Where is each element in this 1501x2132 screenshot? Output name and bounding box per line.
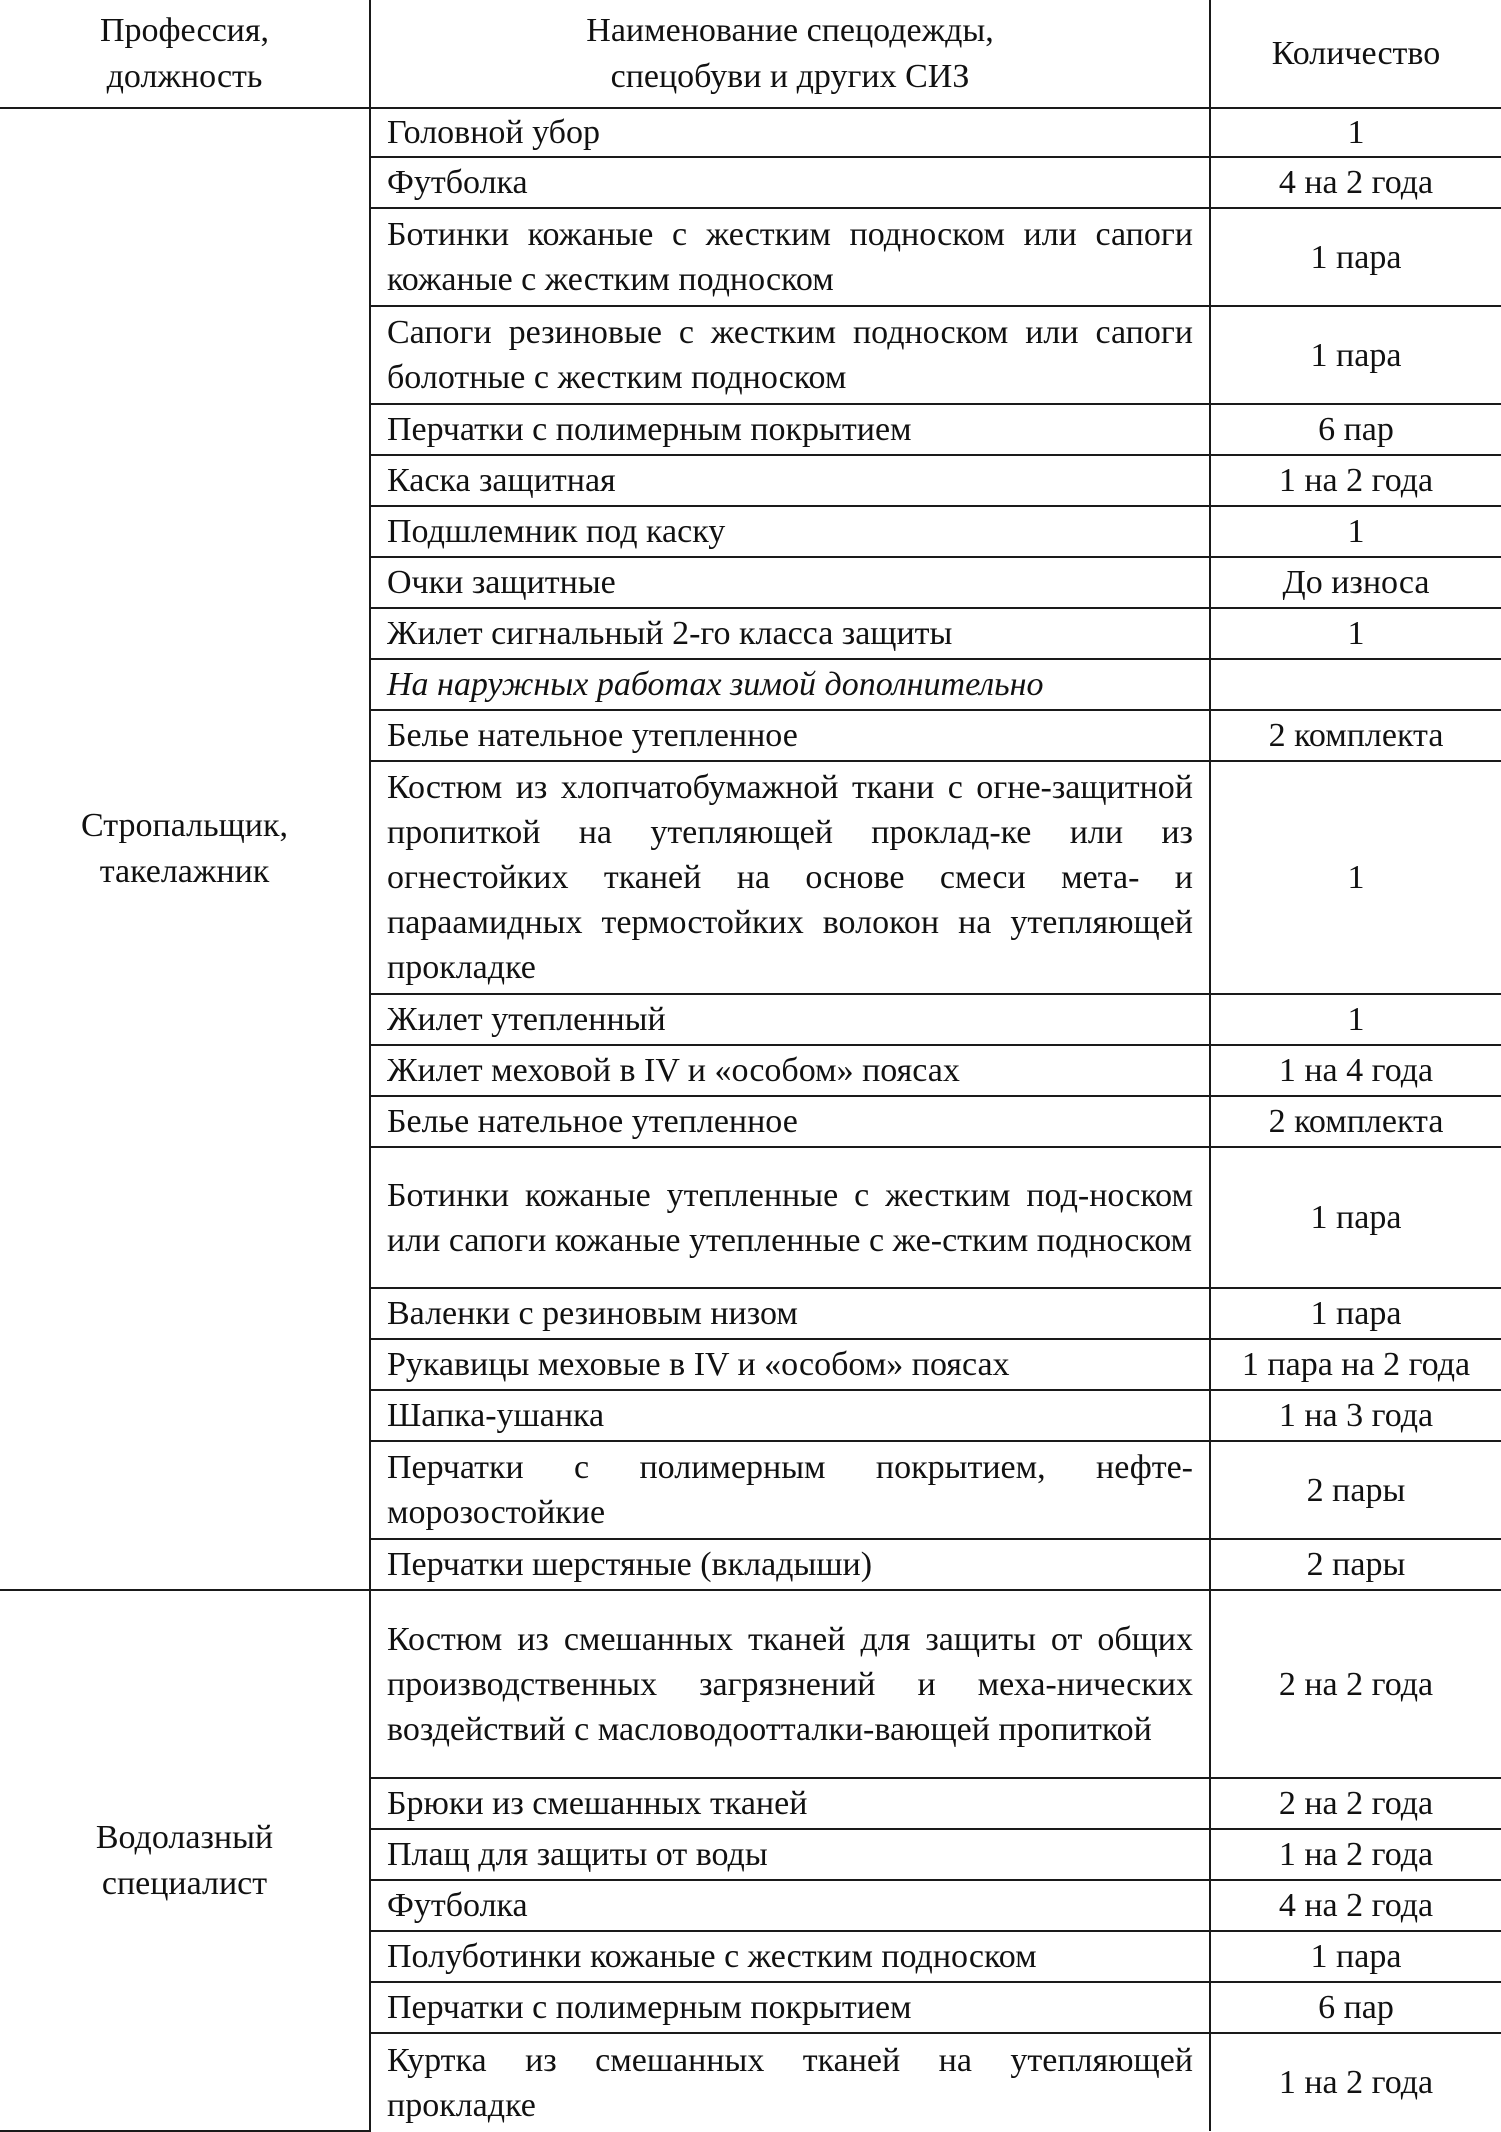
quantity-cell: 1 пара на 2 года — [1210, 1339, 1501, 1390]
quantity-cell: 1 пара — [1210, 1147, 1501, 1288]
quantity-cell — [1210, 659, 1501, 710]
quantity-cell: 1 — [1210, 506, 1501, 557]
quantity-cell: 1 пара — [1210, 1288, 1501, 1339]
item-cell: Ботинки кожаные с жестким подноском или сапоги кожаные с жестким подноском — [370, 208, 1210, 306]
quantity-cell: 1 на 2 года — [1210, 455, 1501, 506]
quantity-cell: 2 комплекта — [1210, 1096, 1501, 1147]
item-cell: Головной убор — [370, 108, 1210, 157]
item-cell: Белье нательное утепленное — [370, 1096, 1210, 1147]
table-row — [0, 1590, 1501, 1778]
item-cell: Рукавицы меховые в IV и «особом» поясах — [370, 1339, 1210, 1390]
profession-cell: Водолазный специалист — [0, 1590, 370, 2131]
quantity-cell: 1 на 2 года — [1210, 2033, 1501, 2131]
quantity-cell: 1 пара — [1210, 306, 1501, 404]
quantity-cell: 2 на 2 года — [1210, 1590, 1501, 1778]
item-cell: Перчатки с полимерным покрытием, нефте-морозостойкие — [370, 1441, 1210, 1539]
item-cell: Футболка — [370, 1880, 1210, 1931]
quantity-cell: 1 на 3 года — [1210, 1390, 1501, 1441]
item-cell: Ботинки кожаные утепленные с жестким под-носком или сапоги кожаные утепленные с же-стким подноском — [370, 1147, 1210, 1288]
quantity-cell: 2 комплекта — [1210, 710, 1501, 761]
item-cell: Каска защитная — [370, 455, 1210, 506]
quantity-cell: 1 — [1210, 108, 1501, 157]
item-cell: Белье нательное утепленное — [370, 710, 1210, 761]
quantity-cell: 2 на 2 года — [1210, 1778, 1501, 1829]
quantity-cell: 1 — [1210, 608, 1501, 659]
profession-cell: Стропальщик, такелажник — [0, 108, 370, 1590]
quantity-cell: 6 пар — [1210, 404, 1501, 455]
item-cell: Валенки с резиновым низом — [370, 1288, 1210, 1339]
header-item: Наименование спецодежды, спецобуви и других СИЗ — [370, 0, 1210, 108]
item-cell: Подшлемник под каску — [370, 506, 1210, 557]
item-cell: Плащ для защиты от воды — [370, 1829, 1210, 1880]
item-cell: Жилет меховой в IV и «особом» поясах — [370, 1045, 1210, 1096]
item-cell: Перчатки с полимерным покрытием — [370, 404, 1210, 455]
item-cell: Куртка из смешанных тканей на утепляющей прокладке — [370, 2033, 1210, 2131]
quantity-cell: 2 пары — [1210, 1539, 1501, 1590]
quantity-cell: 4 на 2 года — [1210, 1880, 1501, 1931]
item-cell: Костюм из хлопчатобумажной ткани с огне-защитной пропиткой на утепляющей проклад-ке или из огнестойких тканей на основе смеси мета- и параамидных термостойких волокон на утепляющей прокладке — [370, 761, 1210, 994]
quantity-cell: 1 — [1210, 761, 1501, 994]
quantity-cell: 1 пара — [1210, 1931, 1501, 1982]
quantity-cell: 1 пара — [1210, 208, 1501, 306]
item-cell: Футболка — [370, 157, 1210, 208]
header-quantity: Количество — [1210, 0, 1501, 108]
item-cell: Жилет утепленный — [370, 994, 1210, 1045]
item-cell: Брюки из смешанных тканей — [370, 1778, 1210, 1829]
table-header-row — [0, 0, 1501, 108]
quantity-cell: 1 — [1210, 994, 1501, 1045]
header-profession: Профессия, должность — [0, 0, 370, 108]
quantity-cell: 1 на 2 года — [1210, 1829, 1501, 1880]
item-cell: Сапоги резиновые с жестким подноском или сапоги болотные с жестким подноском — [370, 306, 1210, 404]
item-cell-subheading: На наружных работах зимой дополнительно — [370, 659, 1210, 710]
item-cell: Перчатки с полимерным покрытием — [370, 1982, 1210, 2033]
quantity-cell: 4 на 2 года — [1210, 157, 1501, 208]
quantity-cell: 2 пары — [1210, 1441, 1501, 1539]
item-cell: Костюм из смешанных тканей для защиты от общих производственных загрязнений и меха-нических воздействий с масловодоотталки-вающей пропиткой — [370, 1590, 1210, 1778]
item-cell: Шапка-ушанка — [370, 1390, 1210, 1441]
item-cell: Жилет сигнальный 2-го класса защиты — [370, 608, 1210, 659]
table-row — [0, 108, 1501, 157]
quantity-cell: До износа — [1210, 557, 1501, 608]
quantity-cell: 1 на 4 года — [1210, 1045, 1501, 1096]
item-cell: Полуботинки кожаные с жестким подноском — [370, 1931, 1210, 1982]
quantity-cell: 6 пар — [1210, 1982, 1501, 2033]
item-cell: Очки защитные — [370, 557, 1210, 608]
item-cell: Перчатки шерстяные (вкладыши) — [370, 1539, 1210, 1590]
